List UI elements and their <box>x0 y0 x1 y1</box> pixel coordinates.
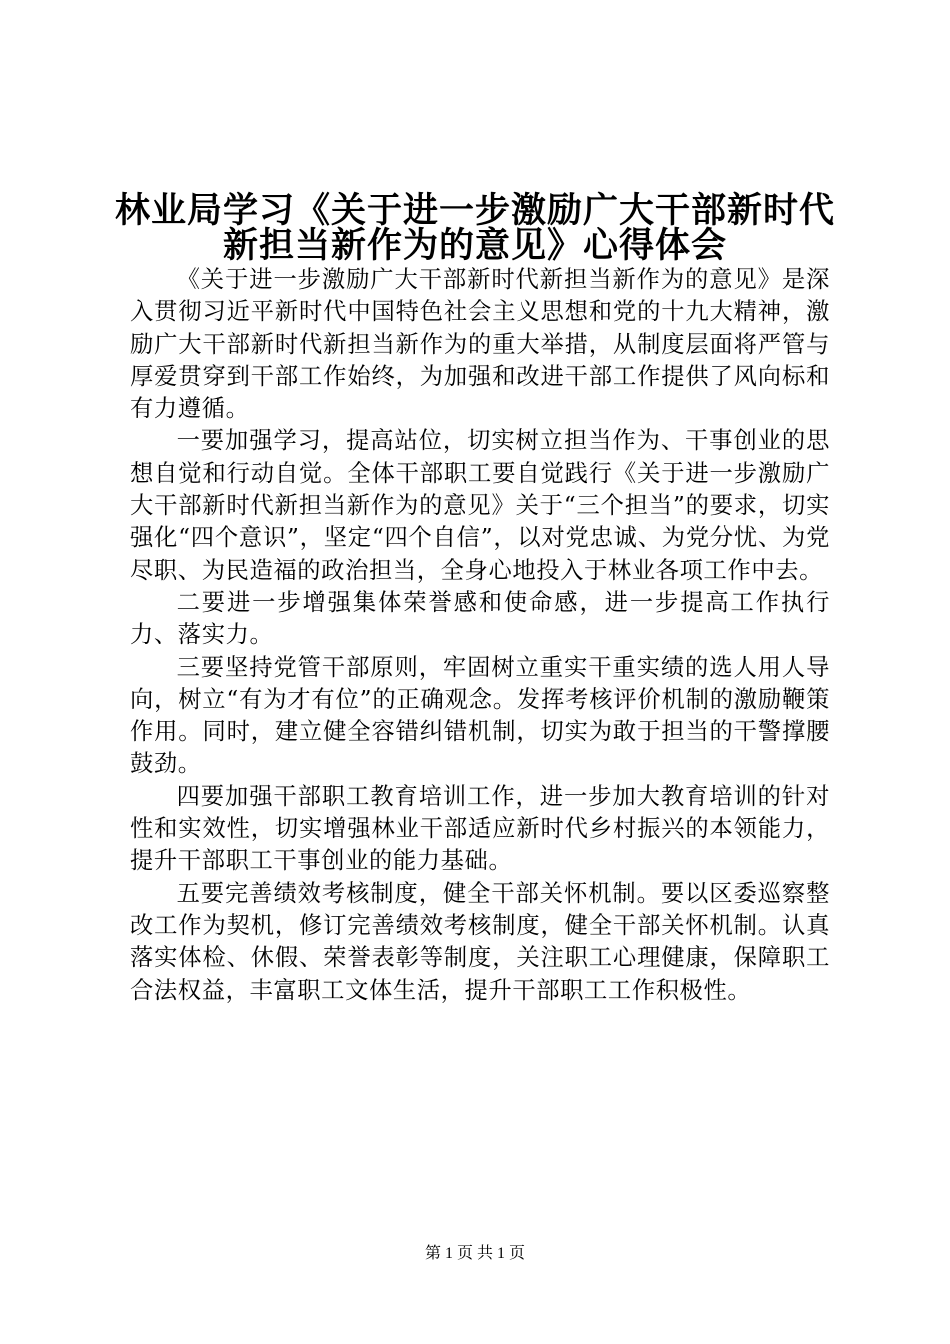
paragraph-point-1: 一要加强学习，提高站位，切实树立担当作为、干事创业的思想自觉和行动自觉。全体干部职工要自觉践行《关于进一步激励广大干部新时代新担当新作为的意见》关于“三个担当”的要求，切实强化“四个意识”，坚定“四个自信”，以对党忠诚、为党分忧、为党尽职、为民造福的政治担当，全身心地投入于林业各项工作中去。 <box>130 427 830 584</box>
paragraph-point-5: 五要完善绩效考核制度，健全干部关怀机制。要以区委巡察整改工作为契机，修订完善绩效考核制度，健全干部关怀机制。认真落实体检、休假、荣誉表彰等制度，关注职工心理健康，保障职工合法权益，丰富职工文体生活，提升干部职工工作积极性。 <box>130 879 830 1004</box>
page-number-footer: 第 1 页 共 1 页 <box>424 1245 525 1262</box>
document-body <box>130 264 830 1007</box>
paragraph-point-4: 四要加强干部职工教育培训工作，进一步加大教育培训的针对性和实效性，切实增强林业干部适应新时代乡村振兴的本领能力，提升干部职工干事创业的能力基础。 <box>130 782 830 875</box>
document-title-line-2: 新担当新作为的意见》心得体会 <box>222 226 727 266</box>
paragraph-point-3: 三要坚持党管干部原则，牢固树立重实干重实绩的选人用人导向，树立“有为才有位”的正确观念。发挥考核评价机制的激励鞭策作用。同时，建立健全容错纠错机制，切实为敢于担当的干警撑腰鼓劲。 <box>130 653 830 778</box>
paragraph-intro: 《关于进一步激励广大干部新时代新担当新作为的意见》是深入贯彻习近平新时代中国特色社会主义思想和党的十九大精神，激励广大干部新时代新担当新作为的重大举措，从制度层面将严管与厚爱贯穿到干部工作始终，为加强和改进干部工作提供了风向标和有力遵循。 <box>130 266 830 423</box>
document-title-line-1: 林业局学习《关于进一步激励广大干部新时代 <box>114 191 835 231</box>
paragraph-point-2: 二要进一步增强集体荣誉感和使命感，进一步提高工作执行力、落实力。 <box>130 588 830 649</box>
